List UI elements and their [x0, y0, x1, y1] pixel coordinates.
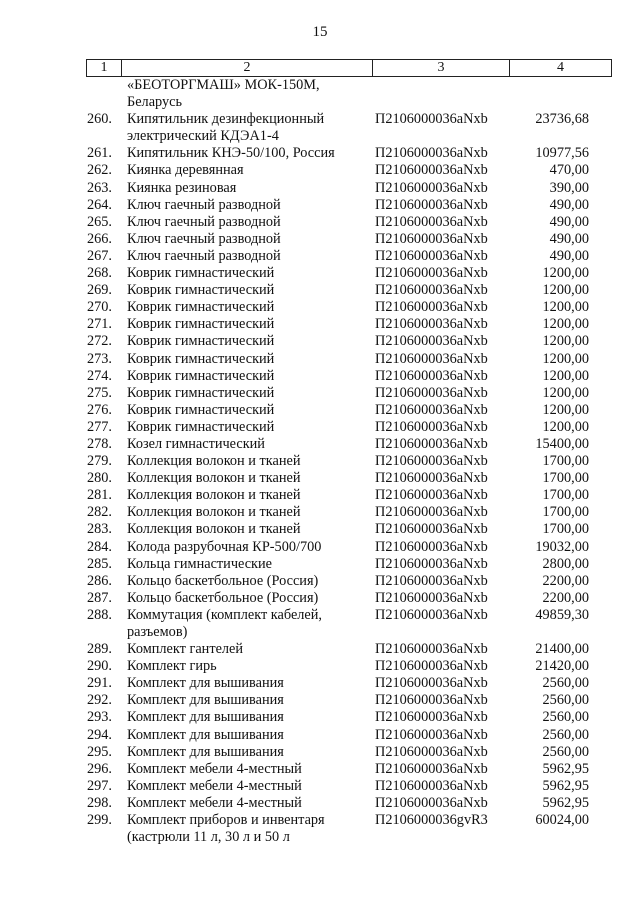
- table-row: [0, 658, 640, 675]
- row-number: 281.: [86, 487, 112, 504]
- table-row: [0, 521, 640, 538]
- item-name: Комплект для вышивания: [127, 726, 284, 743]
- row-number: 262.: [86, 162, 112, 179]
- table-row: [0, 556, 640, 573]
- column-header-3: 3: [373, 60, 510, 76]
- item-name: Коллекция волокон и тканей: [127, 521, 301, 538]
- item-code: П2106000036aNxb: [375, 521, 488, 538]
- table-row: [0, 812, 640, 846]
- table-row: [0, 761, 640, 778]
- item-name: Ключ гаечный разводной: [127, 196, 281, 213]
- item-price: 2800,00: [542, 555, 589, 572]
- table-row: [0, 709, 640, 726]
- item-code: П2106000036aNxb: [375, 401, 488, 418]
- table-row: [0, 795, 640, 812]
- item-price: 19032,00: [535, 538, 589, 555]
- item-price: 490,00: [549, 213, 589, 230]
- item-price: 2560,00: [542, 692, 589, 709]
- item-price: 2560,00: [542, 726, 589, 743]
- item-code: П2106000036aNxb: [375, 213, 488, 230]
- item-price: 490,00: [549, 230, 589, 247]
- row-number: 298.: [86, 794, 112, 811]
- table-row: [0, 590, 640, 607]
- item-name: Комплект приборов и инвентаря (кастрюли 11 л, 30 л и 50 л: [127, 812, 325, 846]
- item-price: 490,00: [549, 196, 589, 213]
- item-name: Коврик гимнастический: [127, 299, 275, 316]
- row-number: 287.: [86, 589, 112, 606]
- item-name: Коврик гимнастический: [127, 367, 275, 384]
- column-header-2: 2: [122, 60, 373, 76]
- item-name: Комплект мебели 4-местный: [127, 794, 302, 811]
- item-name: Комплект гантелей: [127, 641, 244, 658]
- item-name: Комплект гирь: [127, 658, 217, 675]
- table-row: [0, 675, 640, 692]
- item-name: Козел гимнастический: [127, 435, 265, 452]
- table-row: [0, 368, 640, 385]
- item-name: Коврик гимнастический: [127, 401, 275, 418]
- item-name: Коврик гимнастический: [127, 333, 275, 350]
- item-name: Ключ гаечный разводной: [127, 247, 281, 264]
- item-code: П2106000036aNxb: [375, 726, 488, 743]
- table-row: [0, 77, 640, 111]
- row-number: 289.: [86, 641, 112, 658]
- item-code: П2106000036aNxb: [375, 247, 488, 264]
- table-row: [0, 607, 640, 641]
- table-row: [0, 265, 640, 282]
- item-price: 1700,00: [542, 453, 589, 470]
- item-name: Киянка деревянная: [127, 162, 244, 179]
- table-row: [0, 316, 640, 333]
- item-name: Коллекция волокон и тканей: [127, 453, 301, 470]
- item-code: П2106000036aNxb: [375, 487, 488, 504]
- column-header-1: 1: [87, 60, 122, 76]
- row-number: 265.: [86, 213, 112, 230]
- item-code: П2106000036aNxb: [375, 641, 488, 658]
- table-row: [0, 333, 640, 350]
- row-number: 271.: [86, 316, 112, 333]
- row-number: 290.: [86, 658, 112, 675]
- item-code: П2106000036aNxb: [375, 435, 488, 452]
- item-price: 21420,00: [535, 658, 589, 675]
- table-row: [0, 231, 640, 248]
- row-number: 269.: [86, 282, 112, 299]
- table-row: [0, 385, 640, 402]
- item-code: П2106000036aNxb: [375, 230, 488, 247]
- row-number: 294.: [86, 726, 112, 743]
- item-name: Киянка резиновая: [127, 179, 237, 196]
- item-name: Кольца гимнастические: [127, 555, 272, 572]
- item-price: 23736,68: [535, 111, 589, 128]
- row-number: 274.: [86, 367, 112, 384]
- item-name: Коврик гимнастический: [127, 350, 275, 367]
- table-row: [0, 111, 640, 145]
- item-code: П2106000036aNxb: [375, 384, 488, 401]
- row-number: 286.: [86, 572, 112, 589]
- row-number: 276.: [86, 401, 112, 418]
- item-code: П2106000036aNxb: [375, 418, 488, 435]
- row-number: 291.: [86, 675, 112, 692]
- item-price: 5962,95: [542, 794, 589, 811]
- item-code: П2106000036aNxb: [375, 470, 488, 487]
- item-code: П2106000036aNxb: [375, 675, 488, 692]
- row-number: 288.: [86, 606, 112, 623]
- item-price: 1200,00: [542, 282, 589, 299]
- item-price: 60024,00: [535, 812, 589, 829]
- row-number: 272.: [86, 333, 112, 350]
- item-price: 490,00: [549, 247, 589, 264]
- table-row: [0, 180, 640, 197]
- table-row: [0, 436, 640, 453]
- table-row: [0, 692, 640, 709]
- table-row: [0, 299, 640, 316]
- table-row: [0, 641, 640, 658]
- table-row: [0, 282, 640, 299]
- row-number: 266.: [86, 230, 112, 247]
- table-row: [0, 727, 640, 744]
- row-number: 268.: [86, 265, 112, 282]
- item-price: 2560,00: [542, 743, 589, 760]
- row-number: 261.: [86, 145, 112, 162]
- row-number: 292.: [86, 692, 112, 709]
- item-price: 1200,00: [542, 316, 589, 333]
- item-price: 1200,00: [542, 350, 589, 367]
- row-number: 267.: [86, 247, 112, 264]
- item-name: Коллекция волокон и тканей: [127, 504, 301, 521]
- item-price: 1700,00: [542, 504, 589, 521]
- table-row: [0, 402, 640, 419]
- item-price: 2560,00: [542, 675, 589, 692]
- row-number: 282.: [86, 504, 112, 521]
- table-row: [0, 214, 640, 231]
- item-code: П2106000036aNxb: [375, 367, 488, 384]
- item-code: П2106000036aNxb: [375, 145, 488, 162]
- row-number: 285.: [86, 555, 112, 572]
- table-row: [0, 248, 640, 265]
- item-code: П2106000036aNxb: [375, 572, 488, 589]
- item-code: П2106000036aNxb: [375, 265, 488, 282]
- item-code: П2106000036aNxb: [375, 333, 488, 350]
- item-code: П2106000036aNxb: [375, 743, 488, 760]
- row-number: 297.: [86, 777, 112, 794]
- item-price: 1200,00: [542, 367, 589, 384]
- row-number: 279.: [86, 453, 112, 470]
- row-number: 273.: [86, 350, 112, 367]
- table-row: [0, 504, 640, 521]
- item-price: 2200,00: [542, 572, 589, 589]
- item-name: Колода разрубочная КР-500/700: [127, 538, 322, 555]
- item-price: 21400,00: [535, 641, 589, 658]
- column-header-4: 4: [557, 60, 564, 75]
- item-code: П2106000036aNxb: [375, 760, 488, 777]
- item-code: П2106000036aNxb: [375, 589, 488, 606]
- item-code: П2106000036aNxb: [375, 282, 488, 299]
- table-body: [0, 77, 640, 846]
- table-row: [0, 470, 640, 487]
- row-number: 284.: [86, 538, 112, 555]
- row-number: 299.: [86, 812, 112, 829]
- table-header: [86, 59, 612, 77]
- row-number: 283.: [86, 521, 112, 538]
- item-code: П2106000036aNxb: [375, 555, 488, 572]
- item-price: 1200,00: [542, 333, 589, 350]
- table-row: [0, 573, 640, 590]
- row-number: 295.: [86, 743, 112, 760]
- item-name: Коврик гимнастический: [127, 265, 275, 282]
- item-name: Коллекция волокон и тканей: [127, 470, 301, 487]
- item-price: 2560,00: [542, 709, 589, 726]
- item-code: П2106000036aNxb: [375, 299, 488, 316]
- item-name: «БЕОТОРГМАШ» МОК-150М, Беларусь: [127, 77, 320, 111]
- table-row: [0, 162, 640, 179]
- item-name: Кипятильник дезинфекционный электрический КДЭА1-4: [127, 111, 325, 145]
- item-code: П2106000036aNxb: [375, 162, 488, 179]
- item-price: 5962,95: [542, 760, 589, 777]
- item-price: 15400,00: [535, 435, 589, 452]
- item-name: Ключ гаечный разводной: [127, 213, 281, 230]
- table-row: [0, 487, 640, 504]
- table-row: [0, 744, 640, 761]
- row-number: 275.: [86, 384, 112, 401]
- item-name: Коврик гимнастический: [127, 384, 275, 401]
- item-price: 2200,00: [542, 589, 589, 606]
- row-number: 278.: [86, 435, 112, 452]
- item-code: П2106000036aNxb: [375, 350, 488, 367]
- row-number: 263.: [86, 179, 112, 196]
- item-code: П2106000036aNxb: [375, 692, 488, 709]
- item-price: 5962,95: [542, 777, 589, 794]
- item-price: 10977,56: [535, 145, 589, 162]
- item-name: Комплект для вышивания: [127, 709, 284, 726]
- item-code: П2106000036gvR3: [375, 812, 488, 829]
- item-price: 1200,00: [542, 401, 589, 418]
- item-code: П2106000036aNxb: [375, 179, 488, 196]
- item-name: Ключ гаечный разводной: [127, 230, 281, 247]
- item-code: П2106000036aNxb: [375, 606, 488, 623]
- row-number: 293.: [86, 709, 112, 726]
- item-price: 1200,00: [542, 384, 589, 401]
- table-row: [0, 197, 640, 214]
- row-number: 264.: [86, 196, 112, 213]
- table-row: [0, 351, 640, 368]
- item-name: Кольцо баскетбольное (Россия): [127, 572, 319, 589]
- item-name: Коврик гимнастический: [127, 418, 275, 435]
- item-name: Комплект мебели 4-местный: [127, 760, 302, 777]
- item-name: Кольцо баскетбольное (Россия): [127, 589, 319, 606]
- item-price: 390,00: [549, 179, 589, 196]
- item-code: П2106000036aNxb: [375, 111, 488, 128]
- row-number: 270.: [86, 299, 112, 316]
- item-name: Коммутация (комплект кабелей, разъемов): [127, 606, 322, 640]
- item-code: П2106000036aNxb: [375, 316, 488, 333]
- row-number: 277.: [86, 418, 112, 435]
- item-name: Коллекция волокон и тканей: [127, 487, 301, 504]
- item-price: 1200,00: [542, 418, 589, 435]
- item-code: П2106000036aNxb: [375, 794, 488, 811]
- item-code: П2106000036aNxb: [375, 538, 488, 555]
- item-name: Коврик гимнастический: [127, 282, 275, 299]
- item-price: 1200,00: [542, 265, 589, 282]
- table-row: [0, 539, 640, 556]
- item-price: 1700,00: [542, 487, 589, 504]
- row-number: 260.: [86, 111, 112, 128]
- item-code: П2106000036aNxb: [375, 777, 488, 794]
- item-name: Комплект для вышивания: [127, 675, 284, 692]
- item-name: Комплект мебели 4-местный: [127, 777, 302, 794]
- item-code: П2106000036aNxb: [375, 709, 488, 726]
- item-code: П2106000036aNxb: [375, 453, 488, 470]
- item-name: Коврик гимнастический: [127, 316, 275, 333]
- table-row: [0, 419, 640, 436]
- table-row: [0, 778, 640, 795]
- item-price: 470,00: [549, 162, 589, 179]
- item-code: П2106000036aNxb: [375, 658, 488, 675]
- item-code: П2106000036aNxb: [375, 504, 488, 521]
- item-price: 1700,00: [542, 470, 589, 487]
- item-name: Комплект для вышивания: [127, 692, 284, 709]
- item-name: Кипятильник КНЭ-50/100, Россия: [127, 145, 335, 162]
- item-name: Комплект для вышивания: [127, 743, 284, 760]
- item-price: 1700,00: [542, 521, 589, 538]
- item-price: 1200,00: [542, 299, 589, 316]
- table-row: [0, 145, 640, 162]
- item-price: 49859,30: [535, 606, 589, 623]
- table-row: [0, 453, 640, 470]
- page-number: 15: [312, 24, 328, 40]
- row-number: 296.: [86, 760, 112, 777]
- row-number: 280.: [86, 470, 112, 487]
- item-code: П2106000036aNxb: [375, 196, 488, 213]
